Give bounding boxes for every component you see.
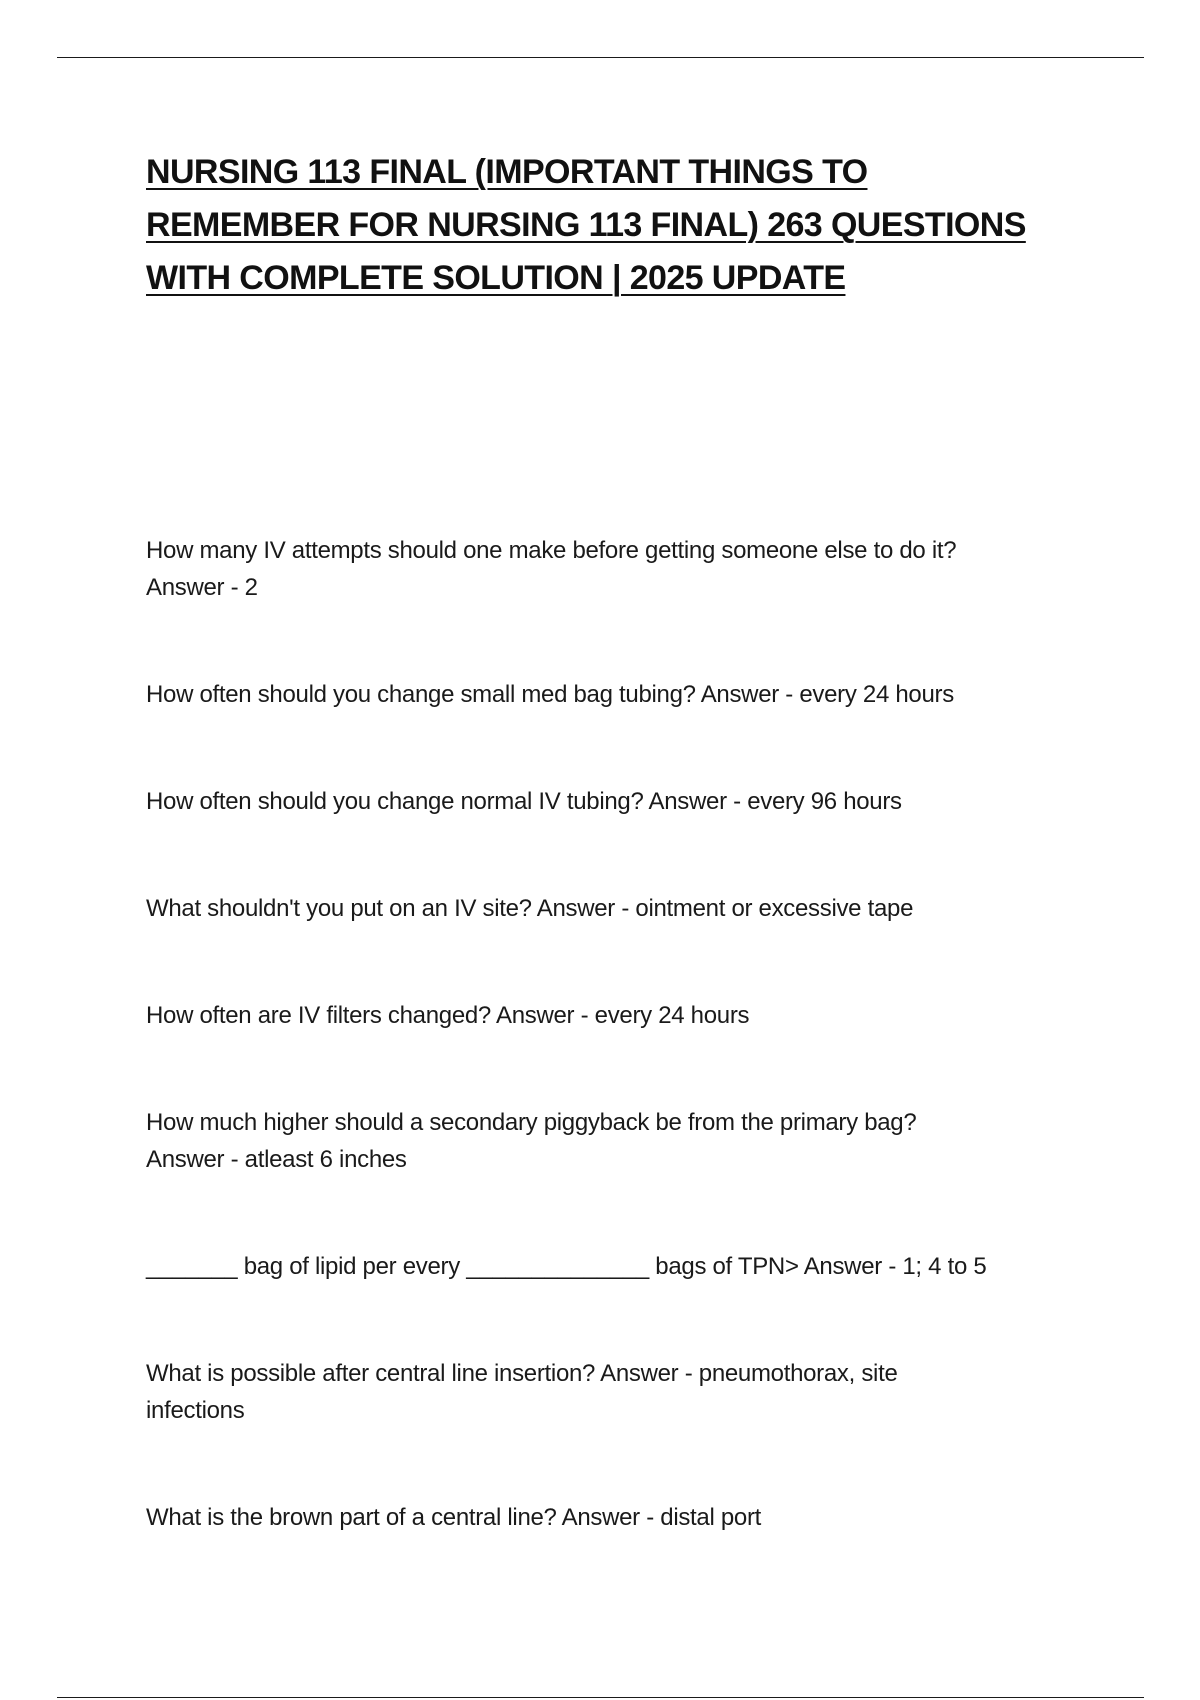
qa-item <box>146 676 1086 713</box>
qa-line: How often are IV filters changed? Answer - every 24 hours <box>146 1002 750 1029</box>
qa-item <box>146 532 1086 606</box>
qa-line: How much higher should a secondary piggyback be from the primary bag? <box>146 1109 917 1136</box>
qa-item <box>146 1104 1086 1178</box>
qa-item <box>146 1248 1086 1285</box>
title-line: REMEMBER FOR NURSING 113 FINAL) 263 QUESTIONS <box>146 206 1026 244</box>
header-rule <box>57 57 1144 58</box>
title-line: WITH COMPLETE SOLUTION | 2025 UPDATE <box>146 259 846 297</box>
title-line: NURSING 113 FINAL (IMPORTANT THINGS TO <box>146 153 868 191</box>
footer-rule <box>57 1697 1144 1698</box>
qa-line: Answer - atleast 6 inches <box>146 1146 407 1173</box>
qa-item <box>146 783 1086 820</box>
qa-line: How often should you change normal IV tubing? Answer - every 96 hours <box>146 788 902 815</box>
qa-line: How many IV attempts should one make before getting someone else to do it? <box>146 537 957 564</box>
qa-item <box>146 1499 1086 1536</box>
qa-item <box>146 1355 1086 1429</box>
qa-line: What is the brown part of a central line? Answer - distal port <box>146 1504 762 1531</box>
qa-line: infections <box>146 1397 245 1424</box>
qa-line: _______ bag of lipid per every ______________ bags of TPN> Answer - 1; 4 to 5 <box>146 1253 987 1280</box>
qa-line: How often should you change small med bag tubing? Answer - every 24 hours <box>146 681 954 708</box>
qa-item <box>146 890 1086 927</box>
qa-item <box>146 997 1086 1034</box>
document-title <box>146 146 1106 305</box>
qa-line: What is possible after central line insertion? Answer - pneumothorax, site <box>146 1360 898 1387</box>
qa-line: What shouldn't you put on an IV site? Answer - ointment or excessive tape <box>146 895 914 922</box>
qa-line: Answer - 2 <box>146 574 258 601</box>
